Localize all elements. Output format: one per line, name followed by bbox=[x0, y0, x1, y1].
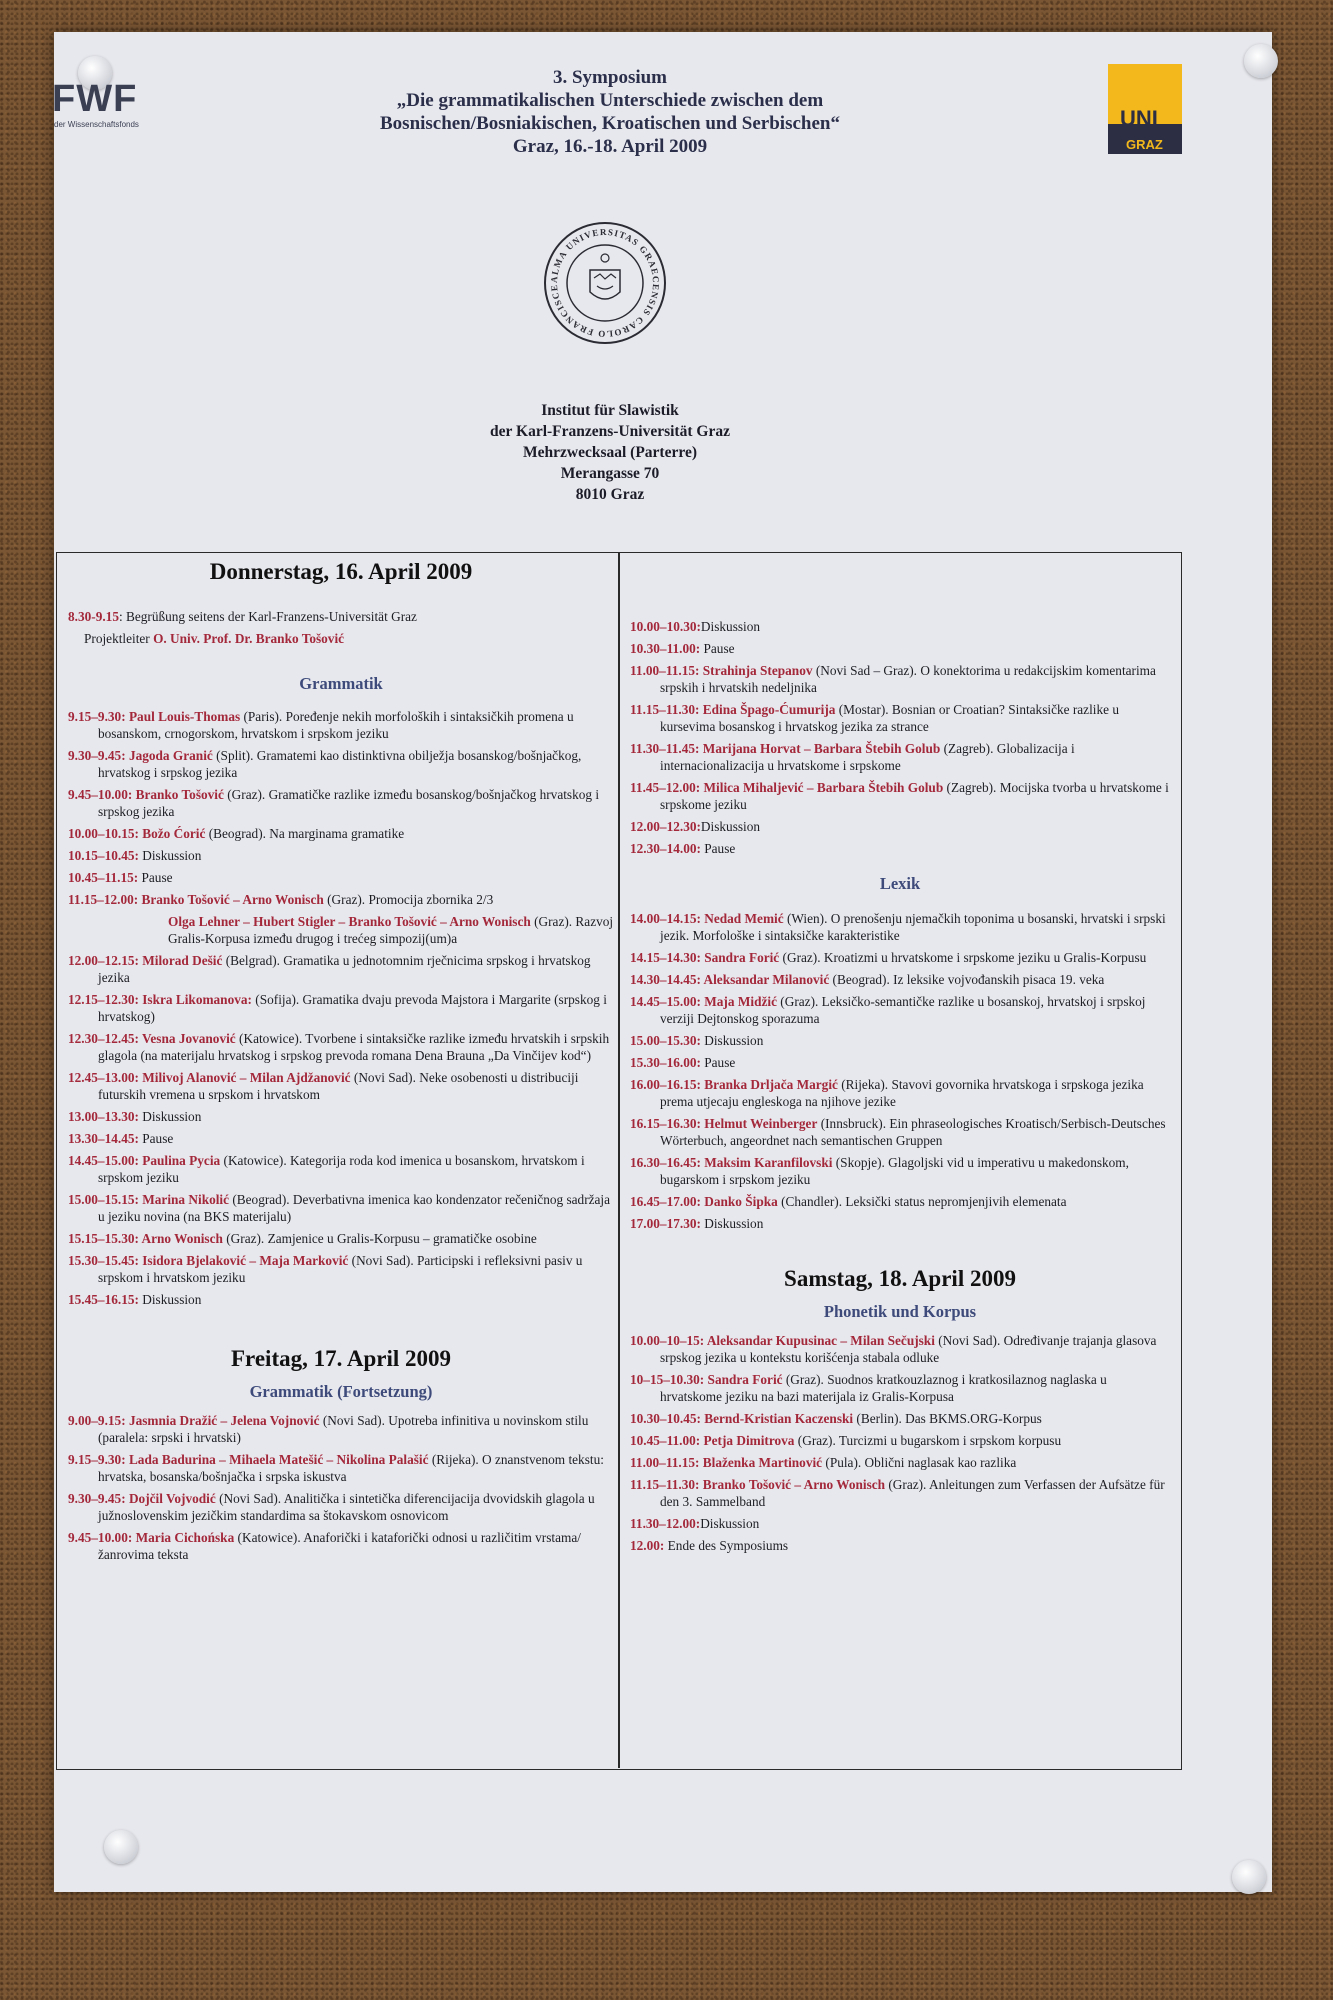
program-entry bbox=[630, 993, 1170, 1027]
friday-entries-right bbox=[630, 618, 1170, 857]
entry-text: : Begrüßung seitens der Karl-Franzens-Universität Graz bbox=[118, 609, 417, 624]
program-entry bbox=[630, 1371, 1170, 1405]
entry-time-speaker: 10.00–10.15: Božo Ćorić bbox=[68, 826, 206, 841]
entry-time-speaker: 15.15–15.30: Arno Wonisch bbox=[68, 1231, 223, 1246]
entry-time-speaker: 11.15–11.30: Branko Tošović – Arno Wonisch bbox=[630, 1477, 886, 1492]
program-entry bbox=[68, 825, 614, 842]
address-line: Mehrzwecksaal (Parterre) bbox=[523, 444, 697, 461]
entry-text: (Zagreb). Mocijska tvorba u hrvatskome i srpskome jeziku bbox=[660, 780, 1169, 812]
pushpin-icon bbox=[104, 1830, 138, 1864]
entry-text: (Graz). Leksičko-semantičke razlike u bosanskoj, hrvatskoj i srpskoj verziji Dejtonskog sporazuma bbox=[660, 994, 1146, 1026]
entry-text: Pause bbox=[700, 641, 735, 656]
left-column bbox=[68, 552, 614, 1568]
entry-time-speaker: Olga Lehner – Hubert Stigler – Branko Tošović – Arno Wonisch bbox=[168, 914, 531, 929]
program-entry bbox=[630, 1410, 1170, 1427]
day-title-saturday: Samstag, 18. April 2009 bbox=[784, 1266, 1016, 1291]
entry-text: (Novi Sad). Neke osobenosti u distribuciji futurskih vremena u srpskom i hrvatskom bbox=[98, 1070, 579, 1102]
program-entry bbox=[68, 1412, 614, 1446]
program-entry bbox=[68, 847, 614, 864]
entry-text: (Graz). Promocija zbornika 2/3 bbox=[323, 892, 494, 907]
program-entry bbox=[630, 701, 1170, 735]
entry-time-speaker: 10.45–11.15: bbox=[68, 870, 139, 885]
entry-text: (Skopje). Glagoljski vid u imperativu u makedonskom, bugarskom i srpskom jeziku bbox=[660, 1155, 1129, 1187]
entry-time-speaker: 9.15–9.30: Lada Badurina – Mihaela Matešić – Nikolina Palašić bbox=[68, 1452, 429, 1467]
entry-text: (Chandler). Leksički status nepromjenjivih elemenata bbox=[777, 1194, 1067, 1209]
entry-time-speaker: 10.00–10–15: Aleksandar Kupusinac – Milan Sečujski bbox=[630, 1333, 935, 1348]
entry-time-speaker: 12.15–12.30: Iskra Likomanova: bbox=[68, 992, 252, 1007]
entry-time-speaker: 11.00–11.15: Blaženka Martinović bbox=[630, 1455, 823, 1470]
program-entry bbox=[68, 891, 614, 908]
entry-text: (Katowice). Kategorija roda kod imenica u bosanskom, hrvatskom i srpskom jeziku bbox=[98, 1153, 585, 1185]
entry-text: (Novi Sad). Upotreba infinitiva u novinskom stilu (paralela: srpski i hrvatski) bbox=[98, 1413, 589, 1445]
entry-text: Diskussion bbox=[138, 1292, 202, 1307]
pushpin-icon bbox=[1232, 1860, 1266, 1894]
entry-text: (Beograd). Deverbativna imenica kao kondenzator rečeničnog sadržaja u jeziku novina (na BKS materijalu) bbox=[98, 1192, 611, 1224]
entry-time-speaker: 15.00–15.30: bbox=[630, 1033, 701, 1048]
entry-time-speaker: 10.45–11.00: Petja Dimitrova bbox=[630, 1433, 795, 1448]
uni-graz-logo bbox=[1108, 64, 1182, 154]
symposium-header bbox=[250, 66, 970, 158]
entry-time-speaker: 9.15–9.30: Paul Louis-Thomas bbox=[68, 709, 241, 724]
entry-text: Pause bbox=[138, 870, 173, 885]
entry-text: (Graz). Gramatičke razlike između bosanskog/bošnjačkog hrvatskog i srpskog jezika bbox=[98, 787, 600, 819]
section-heading-grammatik: Grammatik bbox=[299, 674, 383, 693]
entry-time-speaker: 16.30–16.45: Maksim Karanfilovski bbox=[630, 1155, 833, 1170]
entry-text: (Pula). Oblični naglasak kao razlika bbox=[822, 1455, 1017, 1470]
program-entry bbox=[68, 952, 614, 986]
entry-text: (Berlin). Das BKMS.ORG-Korpus bbox=[853, 1411, 1042, 1426]
entry-text: (Beograd). Iz leksike vojvođanskih pisaca 19. veka bbox=[829, 972, 1105, 987]
entry-time-speaker: 11.45–12.00: Milica Mihaljević – Barbara Štebih Golub bbox=[630, 780, 944, 795]
program-entry bbox=[630, 1054, 1170, 1071]
program-entry bbox=[630, 971, 1170, 988]
entry-time-speaker: 14.30–14.45: Aleksandar Milanović bbox=[630, 972, 830, 987]
entry-time-speaker: 13.00–13.30: bbox=[68, 1109, 139, 1124]
entry-text: Pause bbox=[700, 841, 736, 856]
entry-time: 8.30-9.15 bbox=[68, 609, 119, 624]
entry-time-speaker: 16.00–16.15: Branka Drljača Margić bbox=[630, 1077, 838, 1092]
entry-text: (Katowice). Tvorbene i sintaksičke razlike između hrvatskih i srpskih glagola (na materijalu hrvatskog i srpskog prevoda romana Dena Brauna „Da Vinčijev kod“) bbox=[98, 1031, 610, 1063]
entry-text: (Graz). Razvoj Gralis-Korpusa između drugog i trećeg simpozij(um)a bbox=[168, 914, 614, 946]
entry-time-speaker: 9.45–10.00: Maria Cichońska bbox=[68, 1530, 235, 1545]
leader-name: O. Univ. Prof. Dr. Branko Tošović bbox=[153, 631, 345, 646]
entry-text: (Zagreb). Globalizacija i internacionalizacija u hrvatskome i srpskome bbox=[660, 741, 1075, 773]
entry-time-speaker: 11.30–11.45: Marijana Horvat – Barbara Štebih Golub bbox=[630, 741, 941, 756]
entry-time-speaker: 14.15–14.30: Sandra Forić bbox=[630, 950, 780, 965]
entry-time-speaker: 15.30–16.00: bbox=[630, 1055, 701, 1070]
program-entry bbox=[630, 840, 1170, 857]
program-entry bbox=[68, 1291, 614, 1308]
column-divider bbox=[618, 552, 620, 1768]
entry-time-speaker: 15.30–15.45: Isidora Bjelaković – Maja Marković bbox=[68, 1253, 349, 1268]
section-heading-phonetik: Phonetik und Korpus bbox=[823, 1302, 977, 1321]
address-line: Institut für Slawistik bbox=[541, 402, 679, 419]
program-entry bbox=[68, 708, 614, 742]
entry-time-speaker: 11.00–11.15: Strahinja Stepanov bbox=[630, 663, 813, 678]
day-title-thursday: Donnerstag, 16. April 2009 bbox=[209, 559, 473, 584]
uni-logo-text: UNI bbox=[1120, 106, 1158, 131]
header-line: 3. Symposium bbox=[552, 67, 668, 88]
section-heading-lexik: Lexik bbox=[879, 874, 921, 893]
entry-time-speaker: 11.15–12.00: Branko Tošović – Arno Wonisch bbox=[68, 892, 324, 907]
entry-time-speaker: 11.30–12.00: bbox=[630, 1516, 701, 1531]
program-entry bbox=[630, 910, 1170, 944]
header-line: Bosnischen/Bosniakischen, Kroatischen und Serbischen“ bbox=[380, 113, 840, 134]
entry-text: Pause bbox=[700, 1055, 736, 1070]
program-entry bbox=[630, 618, 1170, 635]
entry-text: Diskussion bbox=[700, 619, 761, 634]
entry-text: (Belgrad). Gramatika u jednotomnim rječnicima srpskog i hrvatskog jezika bbox=[98, 953, 591, 985]
program-entry bbox=[630, 662, 1170, 696]
entry-text: (Novi Sad). Određivanje trajanja glasova srpskog jezika u kontekstu korišćenja stabala odluke bbox=[660, 1333, 1157, 1365]
entry-text: (Katowice). Anaforički i kataforički odnosi u različitim vrstama/žanrovima teksta bbox=[98, 1530, 581, 1562]
entry-time-speaker: 10.00–10.30: bbox=[630, 619, 701, 634]
program-entry bbox=[630, 818, 1170, 835]
entry-text: (Graz). Suodnos kratkouzlaznog i kratkosilaznog naglaska u hrvatskome jeziku na bazi materijala iz Gralis-Korpusa bbox=[660, 1372, 1107, 1404]
entry-text: Diskussion bbox=[700, 819, 761, 834]
program-entry bbox=[630, 1076, 1170, 1110]
address-line: Merangasse 70 bbox=[560, 465, 660, 482]
entry-time-speaker: 15.00–15.15: Marina Nikolić bbox=[68, 1192, 230, 1207]
program-entry bbox=[68, 1490, 614, 1524]
institute-address bbox=[380, 400, 840, 505]
entry-time-speaker: 13.30–14.45: bbox=[68, 1131, 139, 1146]
entry-time-speaker: 14.00–14.15: Nedad Memić bbox=[630, 911, 784, 926]
program-entry bbox=[630, 1515, 1170, 1532]
entry-time-speaker: 17.00–17.30: bbox=[630, 1216, 701, 1231]
header-line: „Die grammatikalischen Unterschiede zwischen dem bbox=[396, 90, 824, 111]
leader-label: Projektleiter bbox=[84, 631, 154, 646]
program-entry bbox=[630, 1332, 1170, 1366]
uni-logo-subtext: GRAZ bbox=[1126, 137, 1163, 152]
entry-text: (Novi Sad). Participski i refleksivni pasiv u srpskom i hrvatskom jeziku bbox=[98, 1253, 583, 1285]
program-entry bbox=[630, 949, 1170, 966]
entry-time-speaker: 9.00–9.15: Jasmnia Dražić – Jelena Vojnović bbox=[68, 1413, 320, 1428]
program-entry bbox=[630, 1032, 1170, 1049]
entry-text: Pause bbox=[138, 1131, 174, 1146]
entry-text: Diskussion bbox=[700, 1033, 764, 1048]
entry-text: (Split). Gramatemi kao distinktivna obilježja bosanskog/bošnjačkog, hrvatskog i srpskog jezika bbox=[98, 748, 582, 780]
day-title-friday: Freitag, 17. April 2009 bbox=[231, 1346, 451, 1371]
program-entry bbox=[630, 640, 1170, 657]
entry-time-speaker: 12.00: bbox=[630, 1538, 665, 1553]
program-entry bbox=[630, 1215, 1170, 1232]
fwf-logo-subtitle: der Wissenschaftsfonds bbox=[54, 120, 139, 129]
section-heading-grammatik-cont: Grammatik (Fortsetzung) bbox=[249, 1382, 433, 1401]
program-entry bbox=[68, 1152, 614, 1186]
entry-time-speaker: 10–15–10.30: Sandra Forić bbox=[630, 1372, 783, 1387]
entry-time-speaker: 9.45–10.00: Branko Tošović bbox=[68, 787, 224, 802]
thursday-entries bbox=[68, 708, 614, 1308]
entry-text: (Rijeka). Stavovi govornika hrvatskoga i srpskoga jezika prema utjecaju engleskoga na njihove jezike bbox=[660, 1077, 1144, 1109]
university-seal-icon bbox=[542, 220, 668, 351]
entry-text: (Rijeka). O znanstvenom tekstu: hrvatska, bosanska/bošnjačka i srpska iskustva bbox=[98, 1452, 604, 1484]
program-entry bbox=[68, 608, 614, 625]
program-entry bbox=[630, 1476, 1170, 1510]
entry-time-speaker: 16.15–16.30: Helmut Weinberger bbox=[630, 1116, 818, 1131]
program-entry bbox=[68, 1030, 614, 1064]
entry-time-speaker: 12.30–12.45: Vesna Jovanović bbox=[68, 1031, 236, 1046]
entry-text: (Novi Sad – Graz). O konektorima u redakcijskim komentarima srpskih i hrvatskih nedeljnika bbox=[660, 663, 1156, 695]
program-entry bbox=[68, 1451, 614, 1485]
entry-text: (Graz). Anleitungen zum Verfassen der Aufsätze für den 3. Sammelband bbox=[660, 1477, 1165, 1509]
program-entry bbox=[68, 1108, 614, 1125]
fwf-logo: FWF bbox=[52, 78, 138, 120]
entry-time-speaker: 12.30–14.00: bbox=[630, 841, 701, 856]
program-entry bbox=[630, 1115, 1170, 1149]
entry-text: Diskussion bbox=[138, 1109, 202, 1124]
entry-text: (Innsbruck). Ein phraseologisches Kroatisch/Serbisch-Deutsches Wörterbuch, angeordnet nach semantischen Gruppen bbox=[660, 1116, 1166, 1148]
address-line: 8010 Graz bbox=[575, 486, 645, 503]
program-entry bbox=[630, 1154, 1170, 1188]
program-entry bbox=[68, 1529, 614, 1563]
entry-text: (Graz). Zamjenice u Gralis-Korpusu – gramatičke osobine bbox=[222, 1231, 537, 1246]
program-entry bbox=[68, 913, 614, 947]
entry-text: (Paris). Poređenje nekih morfoloških i sintaksičkih promena u bosanskom, crnogorskom, hrvatskom i srpskom jeziku bbox=[98, 709, 574, 741]
entry-text: (Sofija). Gramatika dvaju prevoda Majstora i Margarite (srpskog i hrvatskog) bbox=[98, 992, 607, 1024]
entry-text: Diskussion bbox=[700, 1216, 764, 1231]
entry-time-speaker: 10.15–10.45: bbox=[68, 848, 139, 863]
program-entry bbox=[630, 1432, 1170, 1449]
entry-time-speaker: 9.30–9.45: Dojčil Vojvodić bbox=[68, 1491, 216, 1506]
program-entry bbox=[68, 991, 614, 1025]
program-entry bbox=[68, 1191, 614, 1225]
lexik-entries bbox=[630, 910, 1170, 1232]
entry-text: (Novi Sad). Analitička i sintetička diferencijacija dvovidskih glagola u južnoslovenskim jezičkim standardima sa štokavskom osnovicom bbox=[98, 1491, 595, 1523]
entry-time-speaker: 15.45–16.15: bbox=[68, 1292, 139, 1307]
program-entry bbox=[630, 1537, 1170, 1554]
entry-text: (Wien). O prenošenju njemačkih toponima u bosanski, hrvatski i srpski jezik. Morfološke i sintaksičke karakteristike bbox=[660, 911, 1166, 943]
entry-text: (Graz). Turcizmi u bugarskom i srpskom korpusu bbox=[794, 1433, 1062, 1448]
pushpin-icon bbox=[1244, 44, 1278, 78]
program-entry bbox=[630, 779, 1170, 813]
entry-text: Diskussion bbox=[138, 848, 202, 863]
address-line: der Karl-Franzens-Universität Graz bbox=[490, 423, 730, 440]
entry-time-speaker: 10.30–11.00: bbox=[630, 641, 701, 656]
header-line: Graz, 16.-18. April 2009 bbox=[512, 136, 708, 157]
program-entry bbox=[68, 1230, 614, 1247]
entry-time-speaker: 10.30–10.45: Bernd-Kristian Kaczenski bbox=[630, 1411, 854, 1426]
program-entry bbox=[630, 1193, 1170, 1210]
program-entry bbox=[68, 786, 614, 820]
program-entry bbox=[68, 869, 614, 886]
right-column bbox=[630, 552, 1170, 1559]
program-entry bbox=[68, 747, 614, 781]
entry-text: Ende des Symposiums bbox=[664, 1538, 789, 1553]
entry-text: (Graz). Kroatizmi u hrvatskome i srpskome jeziku u Gralis-Korpusu bbox=[779, 950, 1147, 965]
entry-text: Diskussion bbox=[700, 1516, 760, 1531]
entry-time-speaker: 11.15–11.30: Edina Špago-Ćumurija bbox=[630, 702, 836, 717]
entry-time-speaker: 14.45–15.00: Maja Midžić bbox=[630, 994, 777, 1009]
entry-time-speaker: 16.45–17.00: Danko Šipka bbox=[630, 1194, 778, 1209]
entry-text: (Beograd). Na marginama gramatike bbox=[205, 826, 405, 841]
program-entry bbox=[68, 1252, 614, 1286]
program-entry bbox=[68, 1130, 614, 1147]
entry-time-speaker: 9.30–9.45: Jagoda Granić bbox=[68, 748, 213, 763]
program-entry bbox=[630, 1454, 1170, 1471]
project-leader bbox=[68, 630, 614, 647]
entry-time-speaker: 14.45–15.00: Paulina Pycia bbox=[68, 1153, 221, 1168]
entry-time-speaker: 12.00–12.15: Milorad Dešić bbox=[68, 953, 223, 968]
entry-time-speaker: 12.45–13.00: Milivoj Alanović – Milan Ajdžanović bbox=[68, 1070, 351, 1085]
seal-text: ALMA UNIVERSITAS GRAECENSIS CAROLO FRANCISCE bbox=[548, 226, 662, 340]
entry-time-speaker: 12.00–12.30: bbox=[630, 819, 701, 834]
saturday-entries bbox=[630, 1332, 1170, 1554]
entry-text: (Mostar). Bosnian or Croatian? Sintaksičke razlike u kursevima bosanskog i hrvatskog jezika za strance bbox=[660, 702, 1119, 734]
program-entry bbox=[68, 1069, 614, 1103]
friday-entries-left bbox=[68, 1412, 614, 1563]
program-entry bbox=[630, 740, 1170, 774]
